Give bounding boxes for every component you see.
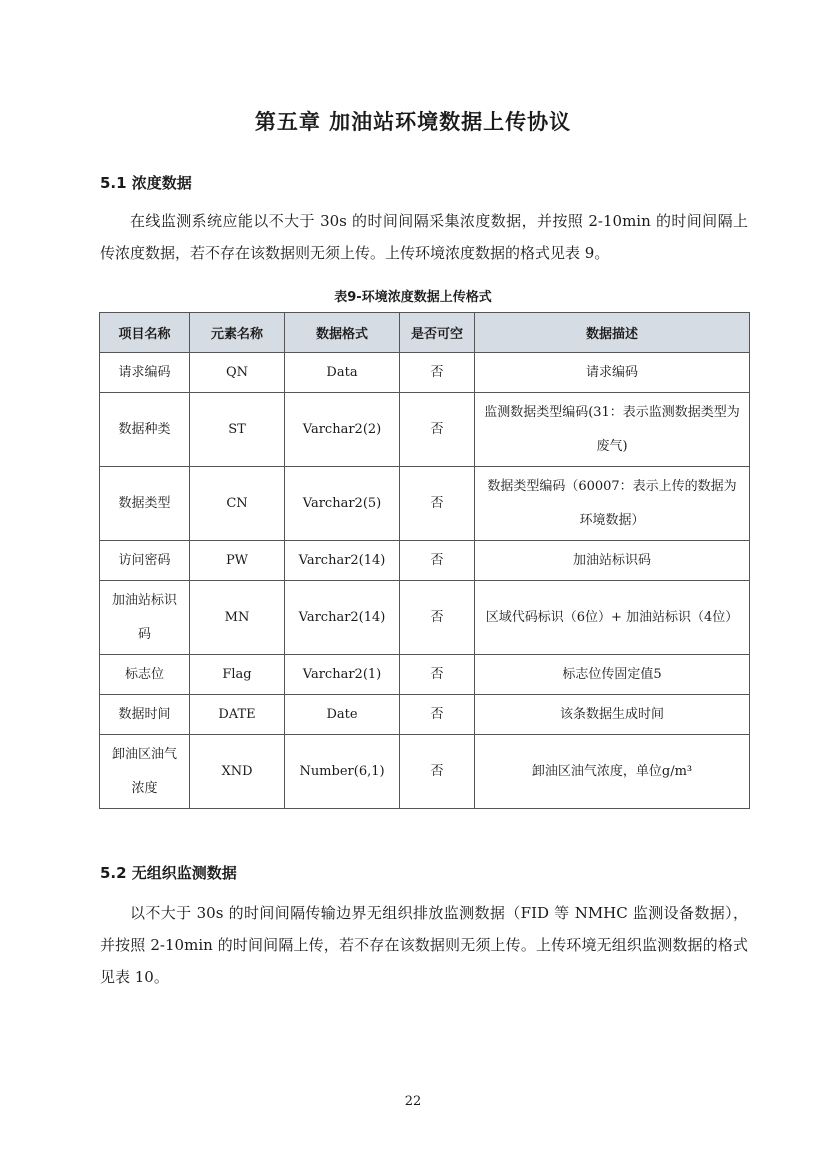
table-row xyxy=(100,655,750,695)
cell-element-name: PW xyxy=(190,541,285,581)
cell-data-format: Varchar2(2) xyxy=(285,393,400,467)
table-header-row xyxy=(100,313,750,353)
header-description: 数据描述 xyxy=(475,313,750,353)
cell-data-format: Varchar2(1) xyxy=(285,655,400,695)
cell-element-name: QN xyxy=(190,353,285,393)
cell-nullable: 否 xyxy=(400,353,475,393)
cell-element-name: XND xyxy=(190,735,285,809)
table-row xyxy=(100,467,750,541)
table-caption: 表9-环境浓度数据上传格式 xyxy=(334,290,492,305)
cell-data-format: Data xyxy=(285,353,400,393)
cell-nullable: 否 xyxy=(400,393,475,467)
cell-item-name: 数据种类 xyxy=(100,393,190,467)
cell-item-name: 标志位 xyxy=(100,655,190,695)
cell-element-name: MN xyxy=(190,581,285,655)
cell-nullable: 否 xyxy=(400,735,475,809)
cell-item-name: 卸油区油气浓度 xyxy=(100,735,190,809)
header-element-name: 元素名称 xyxy=(190,313,285,353)
table-row xyxy=(100,695,750,735)
cell-element-name: Flag xyxy=(190,655,285,695)
table-row xyxy=(100,735,750,809)
cell-description: 标志位传固定值5 xyxy=(475,655,750,695)
cell-data-format: Date xyxy=(285,695,400,735)
table-row xyxy=(100,393,750,467)
cell-nullable: 否 xyxy=(400,581,475,655)
table-row xyxy=(100,353,750,393)
cell-description: 区域代码标识（6位）+ 加油站标识（4位） xyxy=(475,581,750,655)
cell-item-name: 访问密码 xyxy=(100,541,190,581)
cell-description: 该条数据生成时间 xyxy=(475,695,750,735)
section-heading-5-1: 5.1 浓度数据 xyxy=(100,174,192,192)
cell-item-name: 加油站标识码 xyxy=(100,581,190,655)
cell-item-name: 数据类型 xyxy=(100,467,190,541)
section-5-2-paragraph: 以不大于 30s 的时间间隔传输边界无组织排放监测数据（FID 等 NMHC 监测设备数据），并按照 2-10min 的时间间隔上传，若不存在该数据则无须上传。上传环境无组织监测数据的格式见表 10。 xyxy=(100,904,748,986)
cell-element-name: CN xyxy=(190,467,285,541)
cell-data-format: Varchar2(5) xyxy=(285,467,400,541)
header-nullable: 是否可空 xyxy=(400,313,475,353)
section-heading-5-2: 5.2 无组织监测数据 xyxy=(100,864,237,882)
section-5-1-paragraph: 在线监测系统应能以不大于 30s 的时间间隔采集浓度数据，并按照 2-10min 的时间间隔上传浓度数据，若不存在该数据则无须上传。上传环境浓度数据的格式见表 9。 xyxy=(100,212,748,262)
table-row xyxy=(100,581,750,655)
cell-nullable: 否 xyxy=(400,655,475,695)
cell-element-name: DATE xyxy=(190,695,285,735)
cell-description: 监测数据类型编码(31：表示监测数据类型为废气) xyxy=(475,393,750,467)
cell-nullable: 否 xyxy=(400,541,475,581)
cell-element-name: ST xyxy=(190,393,285,467)
cell-nullable: 否 xyxy=(400,695,475,735)
cell-item-name: 请求编码 xyxy=(100,353,190,393)
cell-data-format: Number(6,1) xyxy=(285,735,400,809)
cell-data-format: Varchar2(14) xyxy=(285,581,400,655)
page-number: 22 xyxy=(404,1094,422,1109)
chapter-title: 第五章 加油站环境数据上传协议 xyxy=(254,110,572,134)
header-data-format: 数据格式 xyxy=(285,313,400,353)
cell-description: 请求编码 xyxy=(475,353,750,393)
cell-data-format: Varchar2(14) xyxy=(285,541,400,581)
cell-item-name: 数据时间 xyxy=(100,695,190,735)
header-item-name: 项目名称 xyxy=(100,313,190,353)
cell-description: 卸油区油气浓度，单位g/m³ xyxy=(475,735,750,809)
table-row xyxy=(100,541,750,581)
data-format-table xyxy=(99,312,750,809)
cell-nullable: 否 xyxy=(400,467,475,541)
cell-description: 加油站标识码 xyxy=(475,541,750,581)
cell-description: 数据类型编码（60007：表示上传的数据为环境数据） xyxy=(475,467,750,541)
